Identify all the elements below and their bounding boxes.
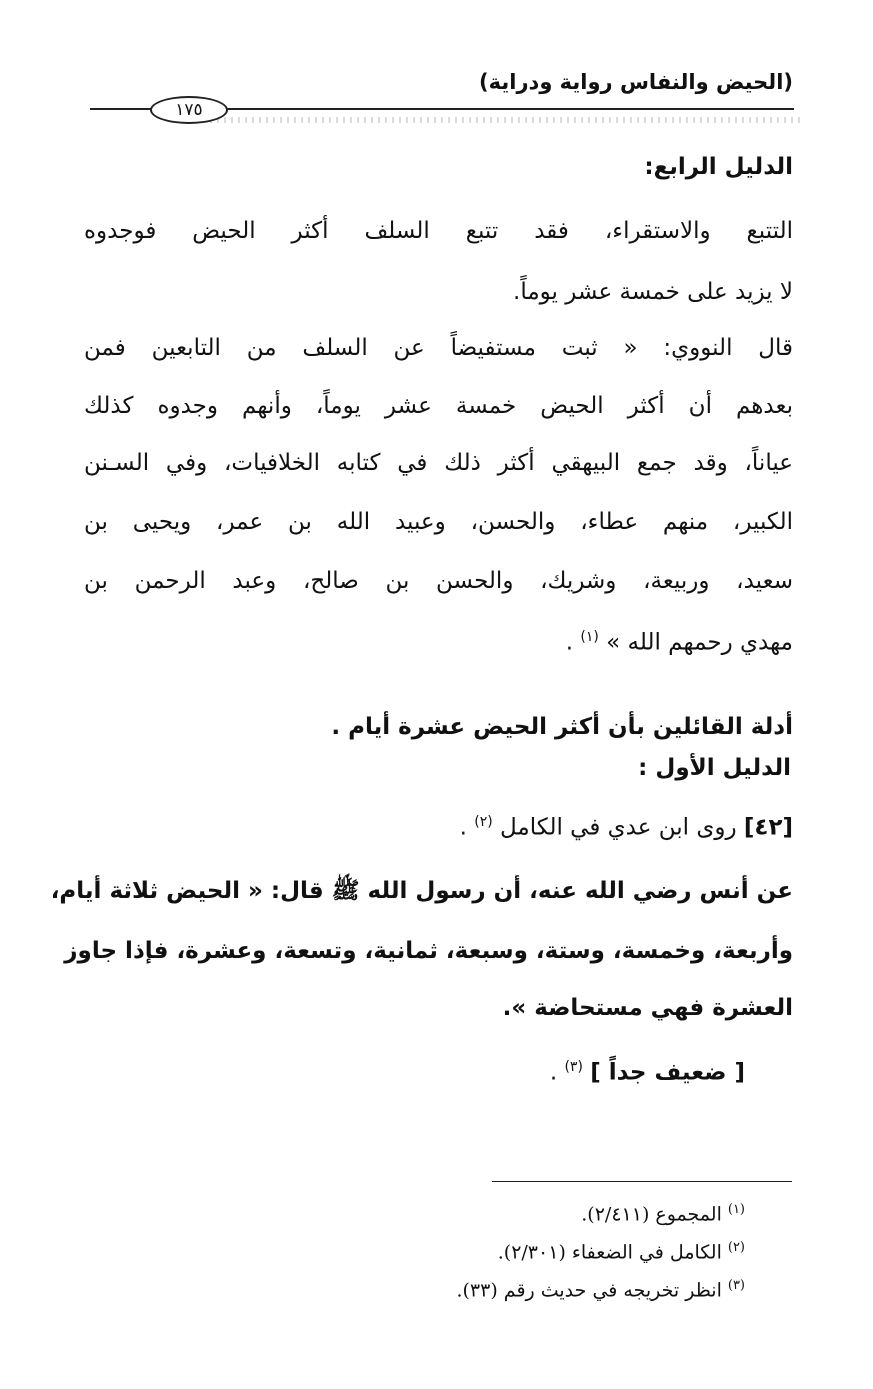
paragraph-2-line-2: بعدهم أن أكثر الحيض خمسة عشر يوماً، وأنهم وجدوه كذلك — [84, 393, 793, 419]
footnote-2 — [498, 1241, 745, 1262]
page-number: ١٧٥ — [150, 96, 228, 124]
paragraph-2-line-3: عياناً، وقد جمع البيهقي أكثر ذلك في كتابه الخلافيات، وفي السـنن — [84, 450, 793, 476]
paragraph-2-line-1: قال النووي: « ثبت مستفيضاً عن السلف من التابعين فمن — [84, 335, 793, 361]
paragraph-2-line-4: الكبير، منهم عطاء، والحسن، وعبيد الله بن عمر، ويحيى بن — [84, 509, 793, 535]
grading-text: [ ضعيف جداً ] — [590, 1059, 745, 1086]
hadith-reference-end: . — [459, 814, 467, 841]
footnote-ref-3: (٣) — [564, 1059, 583, 1075]
paragraph-1-line-1: التتبع والاستقراء، فقد تتبع السلف أكثر الحيض فوجدوه — [84, 218, 793, 244]
heading-evidence-1: الدليل الأول : — [638, 755, 791, 781]
footnote-2-mark: (٢) — [727, 1240, 745, 1255]
running-title: (الحيض والنفاس رواية ودراية) — [479, 70, 793, 94]
footnote-1-text: المجموع (٢/٤١١). — [581, 1203, 722, 1226]
footnote-3 — [456, 1279, 745, 1300]
header-ornament — [210, 117, 800, 123]
footnote-ref-1: (١) — [580, 629, 599, 645]
footnote-2-text: الكامل في الضعفاء (٢/٣٠١). — [497, 1241, 722, 1264]
hadith-line-3: العشرة فهي مستحاضة ». — [502, 995, 793, 1021]
grading-end: . — [549, 1059, 558, 1086]
footnote-3-mark: (٣) — [727, 1278, 745, 1293]
hadith-reference — [84, 815, 793, 840]
footnote-1-mark: (١) — [727, 1202, 745, 1217]
paragraph-1-line-2: لا يزيد على خمسة عشر يوماً. — [513, 279, 793, 305]
footnote-ref-2: (٢) — [474, 814, 493, 830]
footnote-3-text: انظر تخريجه في حديث رقم (٣٣). — [456, 1279, 722, 1302]
hadith-line-2: وأربعة، وخمسة، وستة، وسبعة، ثمانية، وتسعة، وعشرة، فإذا جاوز — [64, 938, 793, 964]
hadith-number: [٤٢] — [743, 814, 793, 841]
heading-evidence-4: الدليل الرابع: — [644, 154, 793, 180]
paragraph-2-line-6 — [84, 630, 793, 655]
footnote-rule — [492, 1181, 792, 1182]
paragraph-2-line-6-text: مهدي رحمهم الله » — [606, 629, 793, 656]
paragraph-2-line-6-end: . — [565, 629, 574, 656]
hadith-grading — [84, 1060, 745, 1085]
hadith-line-1: عن أنس رضي الله عنه، أن رسول الله ﷺ قال: « الحيض ثلاثة أيام، — [50, 878, 793, 904]
hadith-reference-text: روى ابن عدي في الكامل — [500, 814, 737, 841]
section-heading: أدلة القائلين بأن أكثر الحيض عشرة أيام . — [331, 714, 793, 740]
paragraph-2-line-5: سعيد، وربيعة، وشريك، والحسن بن صالح، وعبد الرحمن بن — [84, 568, 793, 594]
footnote-1 — [581, 1203, 745, 1224]
